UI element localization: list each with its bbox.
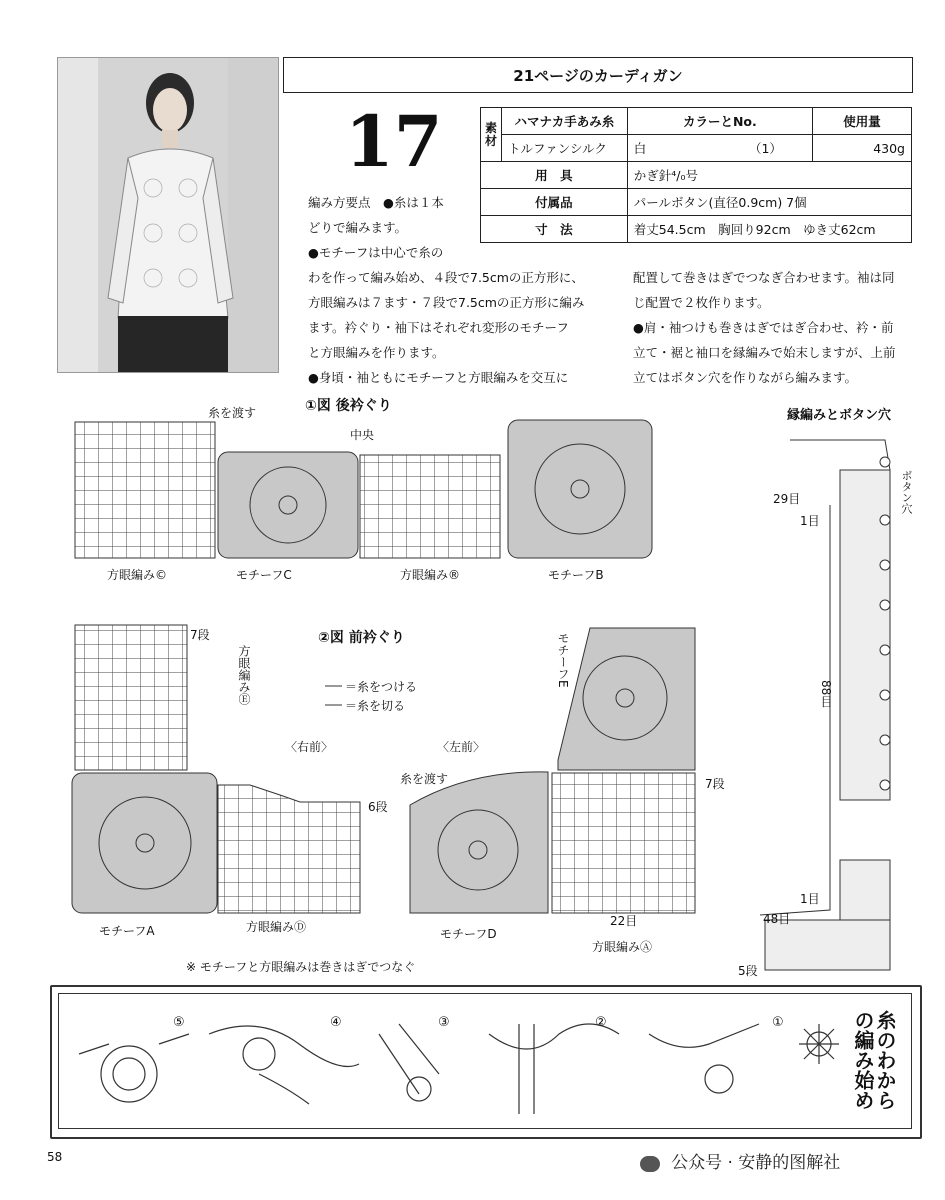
label-hogan-c: 方眼編み© xyxy=(107,568,168,582)
usage-value: 430g xyxy=(812,135,911,162)
motif-e xyxy=(558,628,695,770)
instruction-line: 編み方要点 ●糸は１本 xyxy=(308,195,444,210)
grid-hogan-e xyxy=(75,625,187,770)
pass-yarn-label: 糸を渡す xyxy=(208,406,257,420)
motif-c xyxy=(218,452,358,558)
label-hogan-a: 方眼編みⒶ xyxy=(592,940,653,954)
count-88-label: 88目 xyxy=(819,680,833,708)
label-hogan-e: 方眼編みⒺ xyxy=(237,645,251,705)
figure1-title: ①図 後衿ぐり xyxy=(305,398,392,414)
row-5-label: 5段 xyxy=(738,964,758,978)
instruction-line: ●モチーフは中心で糸の xyxy=(308,245,444,260)
pass-yarn-label-2: 糸を渡す xyxy=(400,772,449,786)
label-motif-a: モチーフA xyxy=(99,924,155,938)
watermark-text: 公众号 · 安静的图解社 xyxy=(671,1153,841,1173)
label-motif-b: モチーフB xyxy=(548,568,604,582)
step-2-number: ② xyxy=(595,1015,607,1030)
count-48-label: 48目 xyxy=(763,912,791,926)
watermark xyxy=(640,1148,840,1173)
instruction-line: ●身頃・袖ともにモチーフと方眼編みを交互に xyxy=(308,370,569,385)
yarn-name: トルファンシルク xyxy=(502,135,628,162)
color-number: （1） xyxy=(676,135,812,162)
instructions-left xyxy=(308,190,623,390)
model-photo-illustration xyxy=(58,58,278,372)
count-29-label: 29目 xyxy=(773,492,801,506)
pattern-number: 17 xyxy=(345,100,443,183)
buttonhole-label: ボタン穴 xyxy=(900,470,913,514)
instruction-line: ●肩・袖つけも巻きはぎではぎ合わせ、衿・前 xyxy=(633,320,894,335)
size-value: 着丈54.5cm 胸回り92cm ゆき丈62cm xyxy=(627,216,911,243)
instruction-line: わを作って編み始め、４段で7.5cmの正方形に、 xyxy=(308,270,584,285)
instruction-line: と方眼編みを作ります。 xyxy=(308,345,445,360)
starting-ring-title: 糸のわからの編み始め xyxy=(851,1010,897,1110)
starting-ring-box-inner xyxy=(58,993,912,1129)
label-right-front: 〈右前〉 xyxy=(285,740,334,754)
material-label: 素材 xyxy=(481,108,502,162)
label-motif-c: モチーフC xyxy=(236,568,292,582)
color-name: 白 xyxy=(627,135,676,162)
step-3-number: ③ xyxy=(438,1015,450,1030)
label-motif-d: モチーフD xyxy=(440,927,497,941)
step-4-number: ④ xyxy=(330,1015,342,1030)
legend-arrows xyxy=(325,686,342,705)
edging-title: 縁編みとボタン穴 xyxy=(787,408,892,423)
grid-hogan-a xyxy=(552,773,695,913)
tools-value: かぎ針⁴/₀号 xyxy=(627,162,911,189)
wechat-icon xyxy=(640,1156,660,1172)
page-number: 58 xyxy=(47,1150,63,1164)
instructions-right xyxy=(633,265,918,390)
instruction-line: じ配置で２枚作ります。 xyxy=(633,295,770,310)
center-label: 中央 xyxy=(350,428,375,442)
step-5-number: ⑤ xyxy=(173,1015,185,1030)
row-6-label: 6段 xyxy=(368,800,388,814)
instruction-line: 立てはボタン穴を作りながら編みます。 xyxy=(633,370,858,385)
motif-b xyxy=(508,420,652,558)
instruction-line: どりで編みます。 xyxy=(308,220,408,235)
model-photo xyxy=(57,57,279,373)
label-left-front: 〈左前〉 xyxy=(437,740,486,754)
label-hogan-d: 方眼編みⒹ xyxy=(246,920,307,934)
grid-hogan-d xyxy=(218,785,360,913)
label-motif-e: モチーフE xyxy=(556,632,570,688)
yarn-label: ハマナカ手あみ糸 xyxy=(502,108,628,135)
label-hogan-b: 方眼編み® xyxy=(400,568,461,582)
motif-a xyxy=(72,773,217,913)
legend-attach: ＝糸をつける xyxy=(345,680,418,694)
accessories-label: 付属品 xyxy=(481,189,628,216)
count-22-label: 22目 xyxy=(610,914,638,928)
joining-note: ※ モチーフと方眼編みは巻きはぎでつなぐ xyxy=(186,960,416,974)
grid-hogan-b xyxy=(360,455,500,558)
motif-d xyxy=(410,772,548,913)
instruction-line: 立て・裾と袖口を縁編みで始末しますが、上前 xyxy=(633,345,896,360)
color-label: カラーとNo. xyxy=(627,108,812,135)
instruction-line: 配置して巻きはぎでつなぎ合わせます。袖は同 xyxy=(633,270,895,285)
tools-label: 用 具 xyxy=(481,162,628,189)
page-title: 21ページのカーディガン xyxy=(283,57,913,93)
grid-hogan-c xyxy=(75,422,215,558)
size-label: 寸 法 xyxy=(481,216,628,243)
row-7-label: 7段 xyxy=(190,628,210,642)
step-1-number: ① xyxy=(772,1015,784,1030)
instruction-line: ます。衿ぐり・袖下はそれぞれ変形のモチーフ xyxy=(308,320,569,335)
instruction-line: 方眼編みは７ます・７段で7.5cmの正方形に編み xyxy=(308,295,585,310)
count-1b-label: 1目 xyxy=(800,892,820,906)
legend-cut: ＝糸を切る xyxy=(345,699,406,713)
figure2-title: ②図 前衿ぐり xyxy=(318,630,405,646)
usage-label: 使用量 xyxy=(812,108,911,135)
count-1-label: 1目 xyxy=(800,514,820,528)
accessories-value: パールボタン(直径0.9cm) 7個 xyxy=(627,189,911,216)
row-7-label-right: 7段 xyxy=(705,777,725,791)
